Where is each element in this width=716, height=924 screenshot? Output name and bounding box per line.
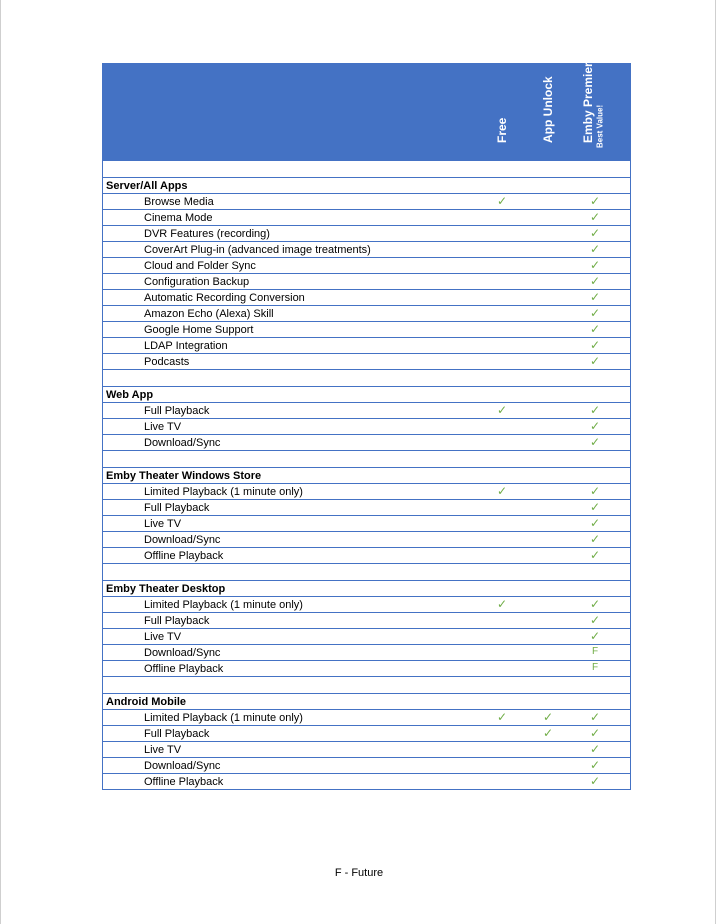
cell-free: ✓ bbox=[496, 484, 508, 498]
section-row bbox=[103, 177, 630, 193]
cell-premiere: ✓ bbox=[589, 322, 601, 336]
spacer-row bbox=[103, 563, 630, 580]
feature-label: Configuration Backup bbox=[144, 276, 250, 288]
section-label: Emby Theater Windows Store bbox=[106, 470, 262, 482]
table-row bbox=[103, 547, 630, 563]
cell-premiere: ✓ bbox=[589, 597, 601, 611]
feature-label: Google Home Support bbox=[144, 324, 254, 336]
table-header bbox=[103, 55, 630, 160]
table-row bbox=[103, 321, 630, 337]
cell-premiere: ✓ bbox=[589, 774, 601, 788]
section-label: Server/All Apps bbox=[106, 180, 188, 192]
table-row bbox=[103, 209, 630, 225]
feature-label: Offline Playback bbox=[144, 776, 224, 788]
cell-free: ✓ bbox=[496, 597, 508, 611]
feature-label: Limited Playback (1 minute only) bbox=[144, 486, 303, 498]
feature-label: Full Playback bbox=[144, 728, 210, 740]
cell-premiere: ✓ bbox=[589, 210, 601, 224]
cell-premiere: ✓ bbox=[589, 290, 601, 304]
feature-label: Download/Sync bbox=[144, 647, 221, 659]
feature-label: Cloud and Folder Sync bbox=[144, 260, 256, 272]
feature-label: Limited Playback (1 minute only) bbox=[144, 599, 303, 611]
table-row bbox=[103, 725, 630, 741]
table-row bbox=[103, 257, 630, 273]
cell-premiere: ✓ bbox=[589, 532, 601, 546]
cell-free: ✓ bbox=[496, 194, 508, 208]
table-row bbox=[103, 418, 630, 434]
feature-label: Offline Playback bbox=[144, 550, 224, 562]
column-header-app-unlock bbox=[533, 65, 563, 157]
section-row bbox=[103, 693, 630, 709]
table-row bbox=[103, 644, 630, 660]
feature-label: Live TV bbox=[144, 421, 182, 433]
table-row bbox=[103, 225, 630, 241]
table-row bbox=[103, 193, 630, 209]
feature-label: Browse Media bbox=[144, 196, 214, 208]
table-row bbox=[103, 531, 630, 547]
cell-premiere: F bbox=[591, 662, 599, 673]
cell-premiere: ✓ bbox=[589, 403, 601, 417]
column-label-free: Free bbox=[495, 117, 509, 143]
table-row bbox=[103, 273, 630, 289]
table-row bbox=[103, 660, 630, 676]
feature-label: Full Playback bbox=[144, 615, 210, 627]
section-label: Web App bbox=[106, 389, 154, 401]
feature-label: LDAP Integration bbox=[144, 340, 228, 352]
feature-label: Full Playback bbox=[144, 405, 210, 417]
cell-premiere: ✓ bbox=[589, 274, 601, 288]
table-row bbox=[103, 305, 630, 321]
cell-premiere: ✓ bbox=[589, 500, 601, 514]
cell-premiere: ✓ bbox=[589, 548, 601, 562]
cell-premiere: ✓ bbox=[589, 710, 601, 724]
table-row bbox=[103, 741, 630, 757]
feature-label: Podcasts bbox=[144, 356, 190, 368]
column-header-free bbox=[487, 65, 517, 157]
section-label: Emby Theater Desktop bbox=[106, 583, 226, 595]
cell-premiere: ✓ bbox=[589, 258, 601, 272]
cell-premiere: ✓ bbox=[589, 435, 601, 449]
feature-label: Live TV bbox=[144, 631, 182, 643]
feature-label: DVR Features (recording) bbox=[144, 228, 270, 240]
spacer-row bbox=[103, 160, 630, 177]
feature-label: Cinema Mode bbox=[144, 212, 213, 224]
cell-premiere: ✓ bbox=[589, 613, 601, 627]
cell-free: ✓ bbox=[496, 710, 508, 724]
feature-label: Limited Playback (1 minute only) bbox=[144, 712, 303, 724]
cell-premiere: ✓ bbox=[589, 338, 601, 352]
feature-label: Full Playback bbox=[144, 502, 210, 514]
table-row bbox=[103, 596, 630, 612]
feature-label: Download/Sync bbox=[144, 437, 221, 449]
table-row bbox=[103, 709, 630, 725]
cell-premiere: ✓ bbox=[589, 484, 601, 498]
table-row bbox=[103, 612, 630, 628]
cell-app-unlock: ✓ bbox=[542, 726, 554, 740]
table-row bbox=[103, 337, 630, 353]
cell-app-unlock: ✓ bbox=[542, 710, 554, 724]
cell-premiere: ✓ bbox=[589, 742, 601, 756]
spacer-row bbox=[103, 676, 630, 693]
cell-premiere: ✓ bbox=[589, 354, 601, 368]
table-row bbox=[103, 353, 630, 369]
section-row bbox=[103, 467, 630, 483]
feature-label: Live TV bbox=[144, 744, 182, 756]
table-row bbox=[103, 483, 630, 499]
cell-premiere: ✓ bbox=[589, 194, 601, 208]
cell-premiere: ✓ bbox=[589, 629, 601, 643]
cell-free: ✓ bbox=[496, 403, 508, 417]
feature-label: Offline Playback bbox=[144, 663, 224, 675]
cell-premiere: ✓ bbox=[589, 419, 601, 433]
table-row bbox=[103, 773, 630, 789]
cell-premiere: ✓ bbox=[589, 242, 601, 256]
column-label-premiere: Emby Premiere bbox=[581, 55, 595, 143]
feature-label: Live TV bbox=[144, 518, 182, 530]
table-row bbox=[103, 434, 630, 450]
cell-premiere: ✓ bbox=[589, 306, 601, 320]
table-row bbox=[103, 402, 630, 418]
cell-premiere: ✓ bbox=[589, 758, 601, 772]
table-row bbox=[103, 499, 630, 515]
footer-legend: F - Future bbox=[334, 867, 384, 879]
table-row bbox=[103, 289, 630, 305]
table-row bbox=[103, 757, 630, 773]
feature-label: Automatic Recording Conversion bbox=[144, 292, 305, 304]
spacer-row bbox=[103, 369, 630, 386]
spacer-row bbox=[103, 450, 630, 467]
feature-label: CoverArt Plug-in (advanced image treatments) bbox=[144, 244, 371, 256]
feature-label: Download/Sync bbox=[144, 534, 221, 546]
table-body bbox=[103, 160, 630, 789]
section-row bbox=[103, 386, 630, 402]
cell-premiere: F bbox=[591, 646, 599, 657]
column-label-premiere-sub: Best Value! bbox=[595, 104, 605, 148]
table-row bbox=[103, 515, 630, 531]
table-row bbox=[103, 628, 630, 644]
section-label: Android Mobile bbox=[106, 696, 187, 708]
cell-premiere: ✓ bbox=[589, 516, 601, 530]
column-header-premiere bbox=[580, 55, 610, 157]
feature-comparison-table bbox=[102, 55, 631, 790]
feature-label: Amazon Echo (Alexa) Skill bbox=[144, 308, 274, 320]
table-row bbox=[103, 241, 630, 257]
section-row bbox=[103, 580, 630, 596]
column-label-app-unlock: App Unlock bbox=[541, 76, 555, 143]
cell-premiere: ✓ bbox=[589, 226, 601, 240]
cell-premiere: ✓ bbox=[589, 726, 601, 740]
feature-label: Download/Sync bbox=[144, 760, 221, 772]
